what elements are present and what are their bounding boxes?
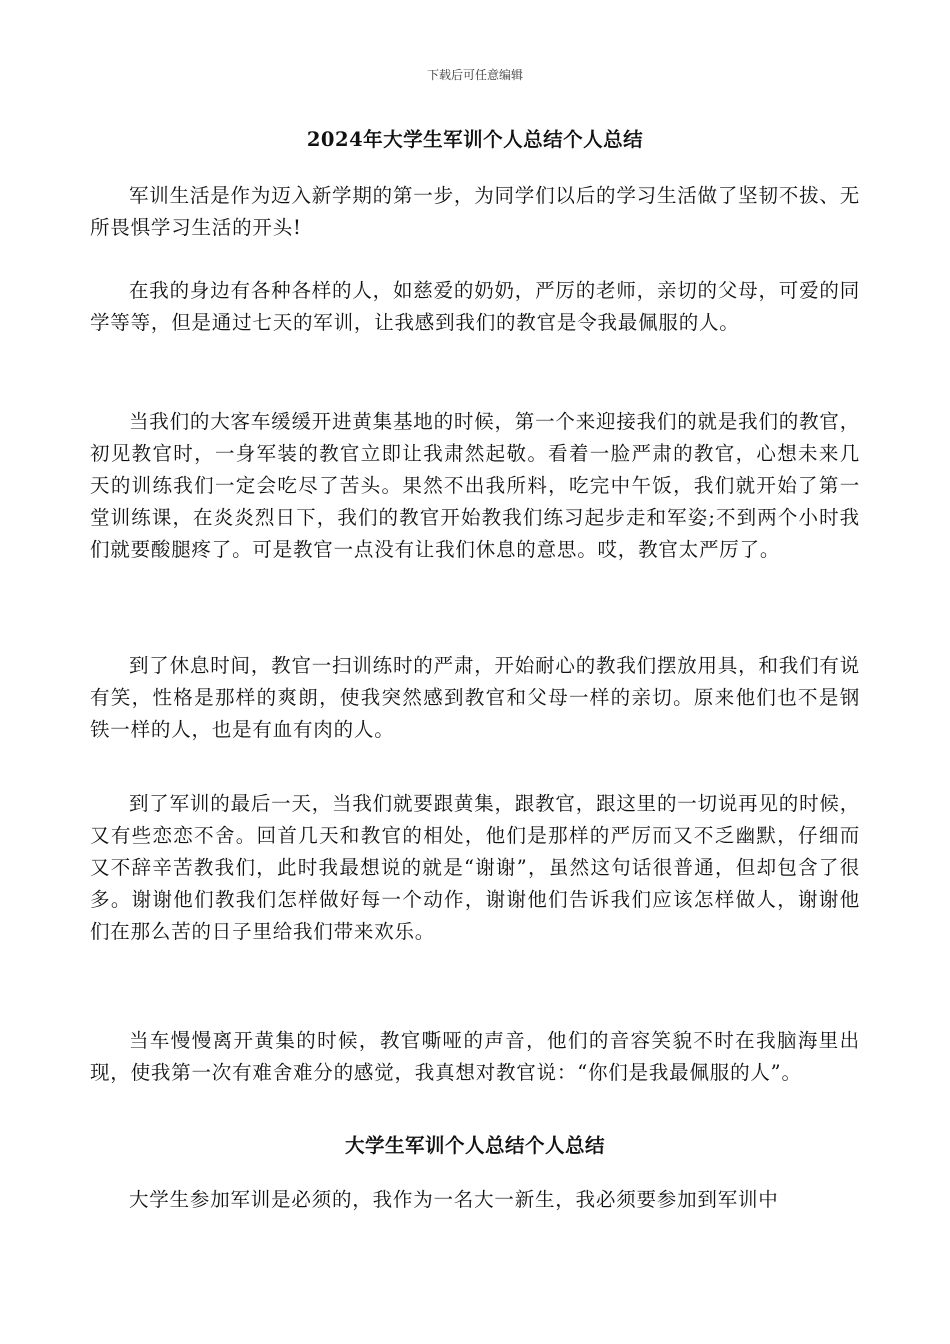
paragraph: 在我的身边有各种各样的人，如慈爱的奶奶，严厉的老师，亲切的父母，可爱的同学等等，但是通过七天的军训，让我感到我们的教官是令我最佩服的人。 <box>90 279 860 334</box>
page-header: 下载后可任意编辑 <box>426 68 523 82</box>
paragraph: 当车慢慢离开黄集的时候，教官嘶哑的声音，他们的音容笑貌不时在我脑海里出现，使我第一次有难舍难分的感觉，我真想对教官说：“你们是我最佩服的人”。 <box>90 1029 860 1084</box>
paragraph: 军训生活是作为迈入新学期的第一步，为同学们以后的学习生活做了坚韧不拔、无所畏惧学习生活的开头! <box>90 184 860 239</box>
paragraph: 当我们的大客车缓缓开进黄集基地的时候，第一个来迎接我们的就是我们的教官，初见教官时，一身军装的教官立即让我肃然起敬。看着一脸严肃的教官，心想未来几天的训练我们一定会吃尽了苦头。果然不出我所料，吃完中午饭，我们就开始了第一堂训练课，在炎炎烈日下，我们的教官开始教我们练习起步走和军姿;不到两个小时我们就要酸腿疼了。可是教官一点没有让我们休息的意思。哎，教官太严厉了。 <box>90 410 860 561</box>
section-title: 大学生军训个人总结个人总结 <box>344 1134 605 1157</box>
paragraph: 大学生参加军训是必须的，我作为一名大一新生，我必须要参加到军训中 <box>129 1188 779 1211</box>
paragraph: 到了休息时间，教官一扫训练时的严肃，开始耐心的教我们摆放用具，和我们有说有笑，性格是那样的爽朗，使我突然感到教官和父母一样的亲切。原来他们也不是钢铁一样的人，也是有血有肉的人。 <box>90 654 860 741</box>
paragraph: 到了军训的最后一天，当我们就要跟黄集，跟教官，跟这里的一切说再见的时候，又有些恋恋不舍。回首几天和教官的相处，他们是那样的严厉而又不乏幽默，仔细而又不辞辛苦教我们，此时我最想说的就是“谢谢”，虽然这句话很普通，但却包含了很多。谢谢他们教我们怎样做好每一个动作，谢谢他们告诉我们应该怎样做人，谢谢他们在那么苦的日子里给我们带来欢乐。 <box>90 792 860 943</box>
document-title: 2024年大学生军训个人总结个人总结 <box>306 128 644 151</box>
